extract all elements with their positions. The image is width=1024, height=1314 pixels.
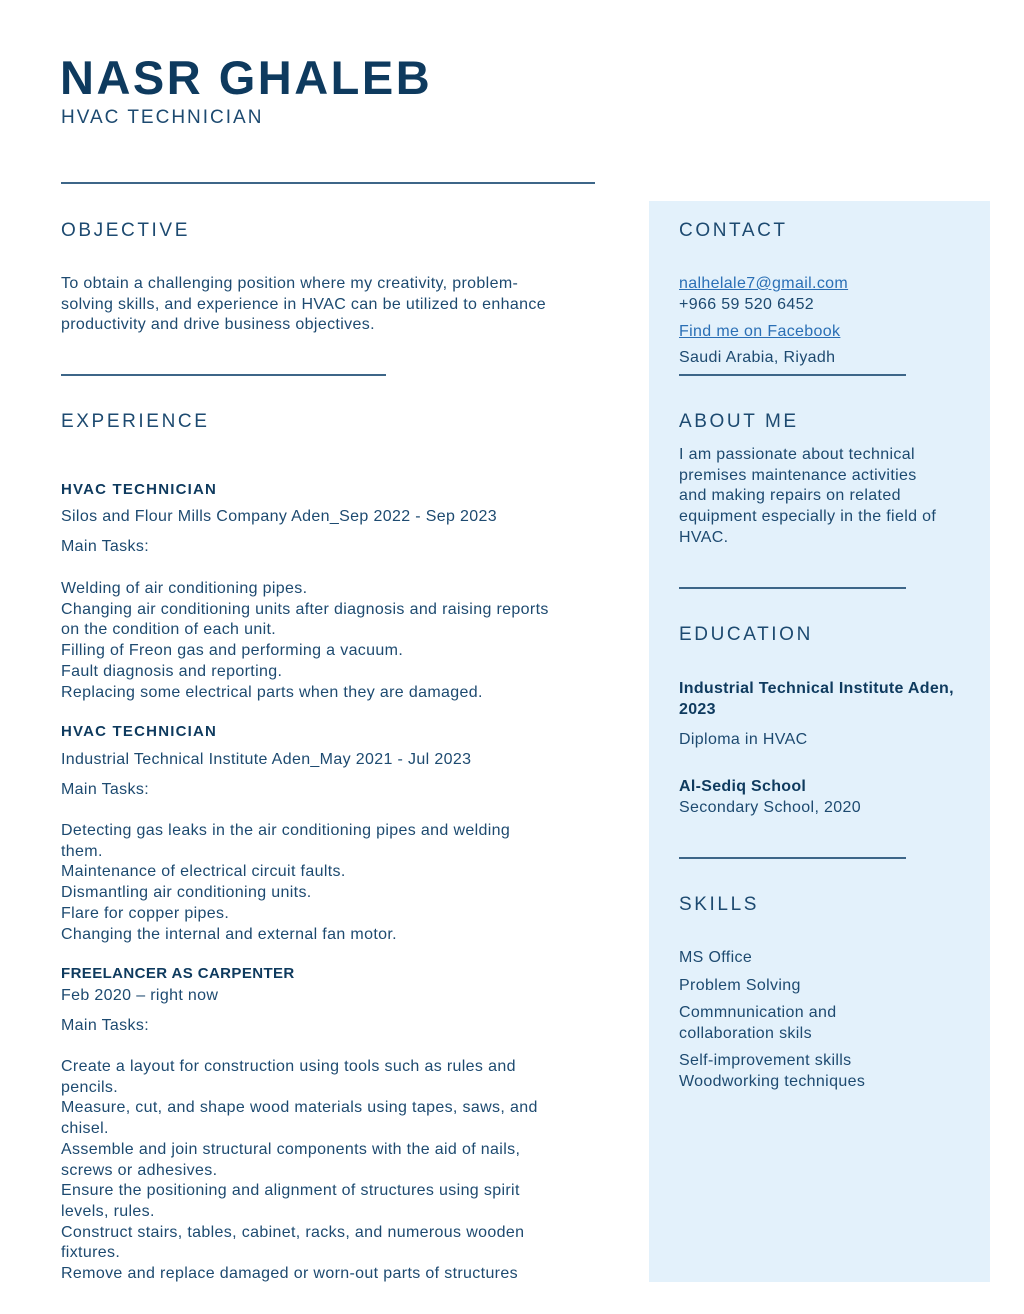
text-line: and making repairs on related: [679, 487, 901, 505]
text-line: equipment especially in the field of: [679, 508, 937, 526]
divider: [61, 374, 386, 376]
job-entry-title: FREELANCER AS CARPENTER: [61, 965, 295, 982]
text-line: on the condition of each unit.: [61, 621, 277, 639]
experience-heading: EXPERIENCE: [61, 411, 210, 432]
text-line: Dismantling air conditioning units.: [61, 884, 312, 902]
text-line: Industrial Technical Institute Aden,: [679, 680, 954, 697]
about-text: [679, 445, 936, 549]
text-line: them.: [61, 842, 103, 860]
tasks-label: Main Tasks:: [61, 1017, 150, 1034]
job-entry-title: HVAC TECHNICIAN: [61, 481, 218, 498]
text-line: To obtain a challenging position where my creativity, problem-: [61, 275, 519, 292]
text-line: Detecting gas leaks in the air conditioning pipes and welding: [61, 822, 511, 839]
text-line: Changing air conditioning units after diagnosis and raising reports: [61, 600, 549, 618]
skill-item: Problem Solving: [679, 977, 801, 994]
text-line: Al-Sediq School: [679, 778, 807, 795]
text-line: Maintenance of electrical circuit faults.: [61, 863, 346, 881]
job-entry-company: Industrial Technical Institute Aden_May 2021 - Jul 2023: [61, 751, 472, 768]
text-line: Construct stairs, tables, cabinet, racks, and numerous wooden: [61, 1223, 525, 1241]
text-line: screws or adhesives.: [61, 1161, 218, 1179]
text-line: Changing the internal and external fan motor.: [61, 925, 397, 943]
job-entry-title: HVAC TECHNICIAN: [61, 723, 218, 740]
text-line: I am passionate about technical: [679, 446, 915, 463]
skill-item: Commnunication and collaboration skils: [679, 1004, 837, 1042]
text-line: Replacing some electrical parts when they are damaged.: [61, 683, 483, 701]
job-entry-company: Silos and Flour Mills Company Aden_Sep 2022 - Sep 2023: [61, 508, 498, 525]
education-school: [679, 679, 954, 720]
about-heading: ABOUT ME: [679, 411, 799, 432]
objective-heading: OBJECTIVE: [61, 220, 190, 241]
divider: [679, 857, 906, 859]
skills-heading: SKILLS: [679, 894, 760, 915]
job-entry-company: Feb 2020 – right now: [61, 987, 219, 1004]
text-line: solving skills, and experience in HVAC can be utilized to enhance: [61, 295, 546, 313]
education-heading: EDUCATION: [679, 624, 813, 645]
text-line: levels, rules.: [61, 1202, 155, 1220]
text-line: Create a layout for construction using tools such as rules and: [61, 1058, 516, 1075]
text-line: pencils.: [61, 1078, 119, 1096]
education-detail: Secondary School, 2020: [679, 799, 862, 816]
divider: [679, 587, 906, 589]
text-line: Ensure the positioning and alignment of structures using spirit: [61, 1182, 520, 1200]
text-line: chisel.: [61, 1120, 109, 1138]
text-line: premises maintenance activities: [679, 466, 917, 484]
text-line: Remove and replace damaged or worn-out parts of structures: [61, 1265, 518, 1283]
education-detail: Diploma in HVAC: [679, 731, 808, 748]
education-school: [679, 777, 806, 798]
tasks-label: Main Tasks:: [61, 538, 150, 555]
text-line: Filling of Freon gas and performing a vacuum.: [61, 642, 404, 660]
text-line: HVAC.: [679, 528, 729, 546]
task-list: [61, 579, 549, 703]
divider: [679, 374, 906, 376]
text-line: Measure, cut, and shape wood materials using tapes, saws, and: [61, 1099, 538, 1117]
text-line: Assemble and join structural components with the aid of nails,: [61, 1140, 521, 1158]
text-line: fixtures.: [61, 1244, 121, 1262]
job-title: HVAC TECHNICIAN: [61, 107, 264, 128]
task-list: [61, 1057, 538, 1285]
tasks-label: Main Tasks:: [61, 781, 150, 798]
text-line: 2023: [679, 700, 716, 718]
objective-text: [61, 274, 546, 336]
skill-item: Self-improvement skills Woodworking techniques: [679, 1052, 866, 1090]
text-line: Welding of air conditioning pipes.: [61, 580, 308, 597]
skill-item: MS Office: [679, 949, 753, 966]
text-line: Fault diagnosis and reporting.: [61, 662, 283, 680]
phone: +966 59 520 6452: [679, 296, 815, 313]
task-list: [61, 821, 510, 945]
name: NASR GHALEB: [60, 51, 433, 104]
divider: [61, 182, 595, 184]
email-link[interactable]: nalhelale7@gmail.com: [679, 275, 849, 292]
text-line: Flare for copper pipes.: [61, 904, 230, 922]
text-line: productivity and drive business objectives.: [61, 316, 375, 334]
contact-heading: CONTACT: [679, 220, 788, 241]
facebook-link[interactable]: Find me on Facebook: [679, 323, 841, 340]
location: Saudi Arabia, Riyadh: [679, 349, 836, 366]
